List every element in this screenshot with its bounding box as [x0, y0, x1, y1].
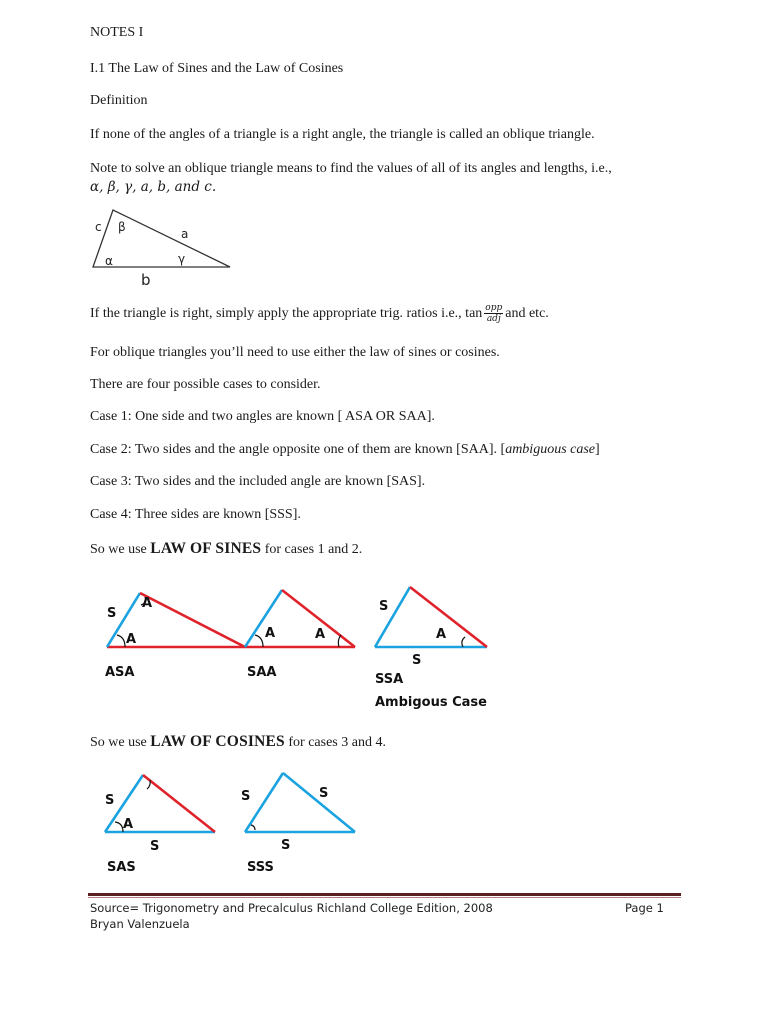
ssa-caption: SSA [375, 672, 404, 687]
saa-angle-label-1: A [265, 626, 276, 641]
ssa-ambiguous-caption: Ambigous Case [375, 695, 487, 710]
ssa-side-label-1: S [379, 599, 389, 614]
note-line-2: α, β, γ, a, b, and c. [90, 179, 217, 195]
footer-source: Source= Trigonometry and Precalculus Richland College Edition, 2008 [90, 901, 493, 915]
case-2-italic: ambiguous case [505, 442, 596, 457]
footer-rule-thin [88, 897, 681, 898]
ssa-side-label-2: S [412, 653, 422, 668]
sas-angle-label: A [123, 817, 134, 832]
sss-side-label-2: S [319, 786, 329, 801]
case-2 [90, 441, 600, 459]
sketch-triangle [93, 210, 230, 267]
notes-heading: NOTES I [90, 25, 144, 40]
law-of-cosines-diagrams [95, 770, 375, 880]
right-line-post: and etc. [505, 306, 549, 321]
cosines-post: for cases 3 and 4. [284, 735, 386, 750]
sketch-label-gamma: γ [178, 252, 186, 266]
asa-angle-label-2: A [142, 596, 153, 611]
footer-rule [88, 893, 681, 896]
sines-bold: LAW OF SINES [150, 540, 262, 557]
asa-side-label: S [107, 606, 117, 621]
sas-side-label-1: S [105, 793, 115, 808]
asa-caption: ASA [105, 665, 135, 680]
saa-angle-label-2: A [315, 627, 326, 642]
definition-text: If none of the angles of a triangle is a right angle, the triangle is called an oblique triangle. [90, 127, 595, 142]
saa-caption: SAA [247, 665, 277, 680]
opp-adj-fraction [484, 303, 503, 324]
sss-triangle [241, 773, 355, 875]
law-of-cosines-line [90, 733, 386, 752]
footer-author: Bryan Valenzuela [90, 917, 190, 931]
sines-pre: So we use [90, 542, 151, 557]
sas-caption: SAS [107, 860, 136, 875]
sines-post: for cases 1 and 2. [261, 542, 363, 557]
ssa-angle-label: A [436, 627, 447, 642]
cases-intro: There are four possible cases to consider. [90, 377, 321, 392]
case-1: Case 1: One side and two angles are known [ ASA OR SAA]. [90, 409, 435, 424]
right-line-pre: If the triangle is right, simply apply the appropriate trig. ratios i.e., tan [90, 306, 483, 321]
sketch-label-beta: β [118, 220, 126, 234]
law-of-sines-diagrams [95, 585, 535, 715]
definition-label: Definition [90, 93, 148, 108]
case-3: Case 3: Two sides and the included angle are known [SAS]. [90, 474, 426, 489]
note-line-1: Note to solve an oblique triangle means to find the values of all of its angles and lengths, i.e., [90, 161, 612, 176]
case-4: Case 4: Three sides are known [SSS]. [90, 507, 301, 522]
triangle-sketch [85, 205, 245, 289]
law-of-sines-line [90, 540, 362, 559]
case-2-main: Case 2: Two sides and the angle opposite one of them are known [SAA]. [ [90, 442, 506, 457]
sss-caption: SSS [247, 860, 274, 875]
section-title: I.1 The Law of Sines and the Law of Cosines [90, 61, 344, 76]
sketch-label-alpha: α [105, 254, 113, 268]
fraction-denominator: adj [486, 314, 501, 325]
sss-side-label-3: S [281, 838, 291, 853]
oblique-line: For oblique triangles you’ll need to use either the law of sines or cosines. [90, 345, 500, 360]
fraction-numerator: opp [485, 303, 503, 314]
case-2-end: ] [595, 442, 600, 457]
asa-triangle [105, 593, 245, 680]
footer-page-number: Page 1 [625, 901, 664, 915]
ssa-triangle [375, 587, 487, 710]
cosines-bold: LAW OF COSINES [150, 733, 285, 750]
sketch-label-b: b [141, 271, 151, 289]
saa-triangle [245, 590, 355, 680]
sas-side-label-2: S [150, 839, 160, 854]
asa-angle-label-1: A [126, 632, 137, 647]
sss-side-label-1: S [241, 789, 251, 804]
sketch-label-c: c [95, 220, 102, 234]
sas-triangle [105, 775, 215, 875]
cosines-pre: So we use [90, 735, 151, 750]
right-triangle-line [90, 303, 549, 325]
sketch-label-a: a [181, 227, 189, 241]
